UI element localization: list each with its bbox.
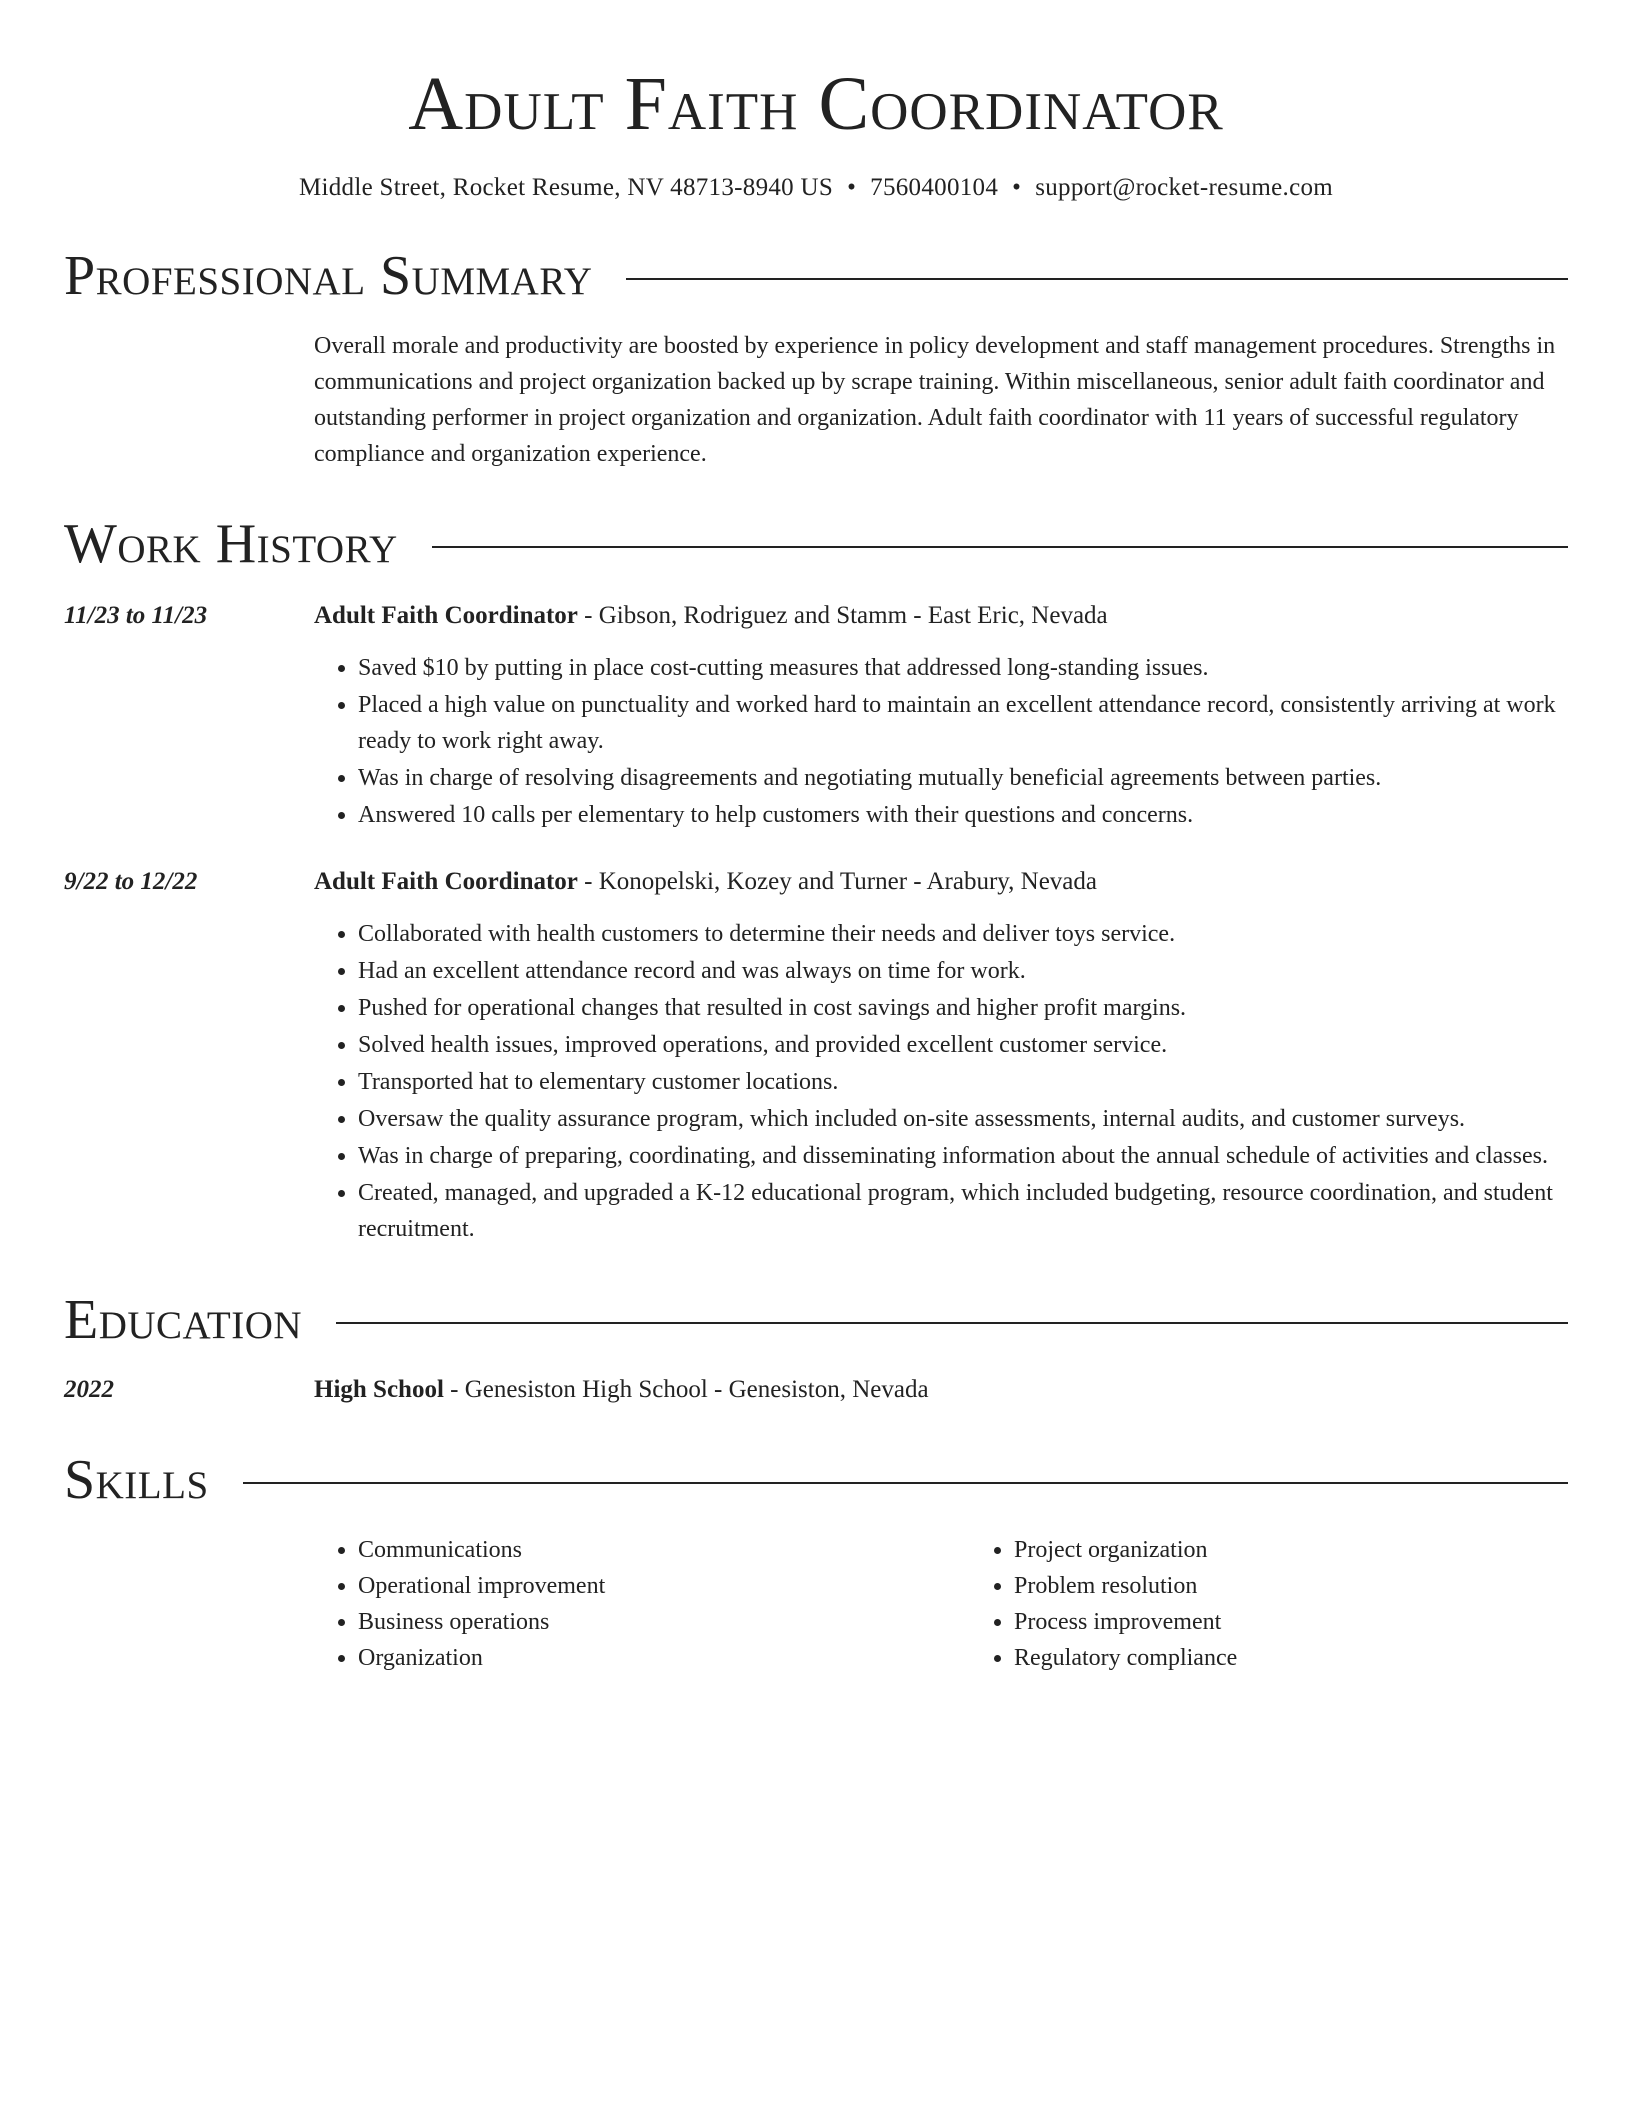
job-employer: - Konopelski, Kozey and Turner - Arabury, Nevada xyxy=(577,868,1097,895)
skill-item: • Business operations xyxy=(358,1604,970,1640)
job-bullet: • Transported hat to elementary customer locations. xyxy=(358,1064,1568,1100)
section-divider xyxy=(432,546,1568,548)
skill-item: • Problem resolution xyxy=(1014,1568,1626,1604)
summary-text: Overall morale and productivity are boosted by experience in policy development and staff management procedures. Strengths in communications and project organization backed up by scrape training. Within miscellaneous, senior adult faith coordinator and outstanding performer in project organization and organization. Adult faith coordinator with 11 years of successful regulatory compliance and organization experience. xyxy=(314,333,1556,467)
skills-row xyxy=(64,1532,1568,1676)
summary-heading: Professional Summary xyxy=(64,245,593,307)
contact-separator: • xyxy=(1012,174,1022,201)
resume-name: Adult Faith Coordinator xyxy=(408,62,1224,146)
skill-item: • Organization xyxy=(358,1640,970,1676)
contact-line xyxy=(64,172,1568,204)
job-dates: 9/22 to 12/22 xyxy=(64,868,198,895)
job-bullet: • Answered 10 calls per elementary to help customers with their questions and concerns. xyxy=(358,797,1568,833)
education-section-header xyxy=(64,1288,1568,1352)
section-divider xyxy=(626,278,1568,280)
skills-heading: Skills xyxy=(64,1449,209,1511)
job-entry xyxy=(64,598,1568,834)
skills-columns xyxy=(314,1532,1626,1676)
job-title: Adult Faith Coordinator xyxy=(314,868,578,895)
job-bullet: • Was in charge of preparing, coordinating, and disseminating information about the annual schedule of activities and classes. xyxy=(358,1138,1568,1174)
job-dates: 11/23 to 11/23 xyxy=(64,602,208,629)
job-bullet: • Oversaw the quality assurance program, which included on-site assessments, internal audits, and customer surveys. xyxy=(358,1101,1568,1137)
contact-separator: • xyxy=(847,174,857,201)
education-degree: High School xyxy=(314,1376,444,1403)
skill-item: • Operational improvement xyxy=(358,1568,970,1604)
summary-section-header xyxy=(64,244,1568,308)
contact-phone: 7560400104 xyxy=(870,174,999,201)
summary-left-spacer xyxy=(64,328,314,472)
job-heading xyxy=(314,598,1568,634)
skill-item: • Project organization xyxy=(1014,1532,1626,1568)
work-section-header xyxy=(64,512,1568,576)
contact-address: Middle Street, Rocket Resume, NV 48713-8940 US xyxy=(298,174,834,201)
section-divider xyxy=(243,1482,1568,1484)
education-school: - Genesiston High School - Genesiston, Nevada xyxy=(443,1376,929,1403)
education-year: 2022 xyxy=(64,1376,114,1403)
job-bullet: • Created, managed, and upgraded a K-12 educational program, which included budgeting, resource coordination, and student recruitment. xyxy=(358,1175,1568,1247)
job-heading xyxy=(314,864,1568,900)
job-bullet-list xyxy=(314,916,1568,1247)
skills-list-left xyxy=(314,1532,970,1676)
job-bullet: • Collaborated with health customers to determine their needs and deliver toys service. xyxy=(358,916,1568,952)
work-heading: Work History xyxy=(64,513,398,575)
skill-item: • Process improvement xyxy=(1014,1604,1626,1640)
job-bullet: • Pushed for operational changes that resulted in cost savings and higher profit margins. xyxy=(358,990,1568,1026)
job-employer: - Gibson, Rodriguez and Stamm - East Eric, Nevada xyxy=(577,602,1108,629)
education-body xyxy=(314,1372,1568,1408)
job-entry xyxy=(64,864,1568,1248)
job-bullet: • Was in charge of resolving disagreements and negotiating mutually beneficial agreements between parties. xyxy=(358,760,1568,796)
skills-left-spacer xyxy=(64,1532,314,1676)
section-divider xyxy=(336,1322,1568,1324)
skills-section-header xyxy=(64,1448,1568,1512)
contact-email: support@rocket-resume.com xyxy=(1035,174,1334,201)
job-bullet-list xyxy=(314,650,1568,833)
skills-list-right xyxy=(970,1532,1626,1676)
skill-item: • Regulatory compliance xyxy=(1014,1640,1626,1676)
job-title: Adult Faith Coordinator xyxy=(314,602,578,629)
job-bullet: • Saved $10 by putting in place cost-cutting measures that addressed long-standing issues. xyxy=(358,650,1568,686)
job-bullet: • Had an excellent attendance record and was always on time for work. xyxy=(358,953,1568,989)
job-body xyxy=(314,598,1568,834)
job-bullet: • Solved health issues, improved operations, and provided excellent customer service. xyxy=(358,1027,1568,1063)
skill-item: • Communications xyxy=(358,1532,970,1568)
education-entry xyxy=(64,1372,1568,1408)
job-body xyxy=(314,864,1568,1248)
summary-row xyxy=(64,328,1568,472)
education-heading: Education xyxy=(64,1289,303,1351)
job-bullet: • Placed a high value on punctuality and worked hard to maintain an excellent attendance record, consistently arriving at work ready to work right away. xyxy=(358,687,1568,759)
